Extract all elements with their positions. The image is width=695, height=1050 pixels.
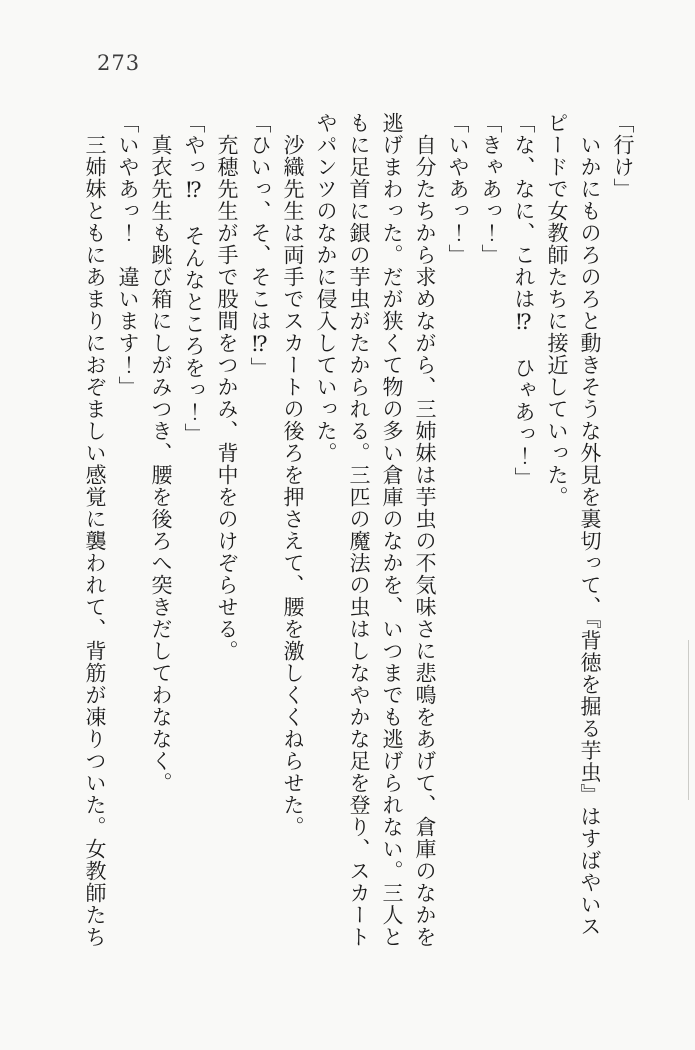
text-line: 「ひいっ、そ、そこは⁉」 [248, 112, 272, 379]
scan-artifact-line [688, 640, 689, 800]
vertical-text-block [78, 112, 639, 954]
text-line: もに足首に銀の芋虫がたかられる。三匹の魔法の虫はしなやかな足を登り、スカート [347, 112, 371, 948]
text-line: 逃げまわった。だが狭くて物の多い倉庫のなかを、いつまでも逃げられない。三人と [380, 112, 404, 948]
text-line: 三姉妹ともにあまりにおぞましい感覚に襲われて、背筋が凍りついた。女教師たち [83, 112, 107, 948]
text-line: 「きゃあっ！」 [479, 112, 503, 266]
text-line: 真衣先生も跳び箱にしがみつき、腰を後ろへ突きだしてわななく。 [149, 112, 173, 794]
text-line: 「いやあっ！」 [446, 112, 470, 266]
text-line: いかにものろのろと動きそうな外見を裏切って、『背徳を掘る芋虫』はすばやいス [578, 112, 602, 938]
page-number: 273 [97, 51, 141, 75]
text-line: やパンツのなかに侵入していった。 [314, 112, 338, 464]
text-line: 「行け」 [611, 112, 635, 200]
text-line: 「な、なに、これは⁉ ひゃあっ！」 [512, 112, 536, 489]
text-line: 充穂先生が手で股間をつかみ、背中をのけぞらせる。 [215, 112, 239, 662]
text-line: ピードで女教師たちに接近していった。 [545, 112, 569, 508]
text-line: 「いやあっ！ 違います！」 [116, 112, 140, 398]
text-line: 「やっ⁉ そんなところをっ！」 [182, 112, 206, 445]
text-line: 沙織先生は両手でスカートの後ろを押さえて、腰を激しくくねらせた。 [281, 112, 305, 838]
text-line: 自分たちから求めながら、三姉妹は芋虫の不気味さに悲鳴をあげて、倉庫のなかを [413, 112, 437, 948]
